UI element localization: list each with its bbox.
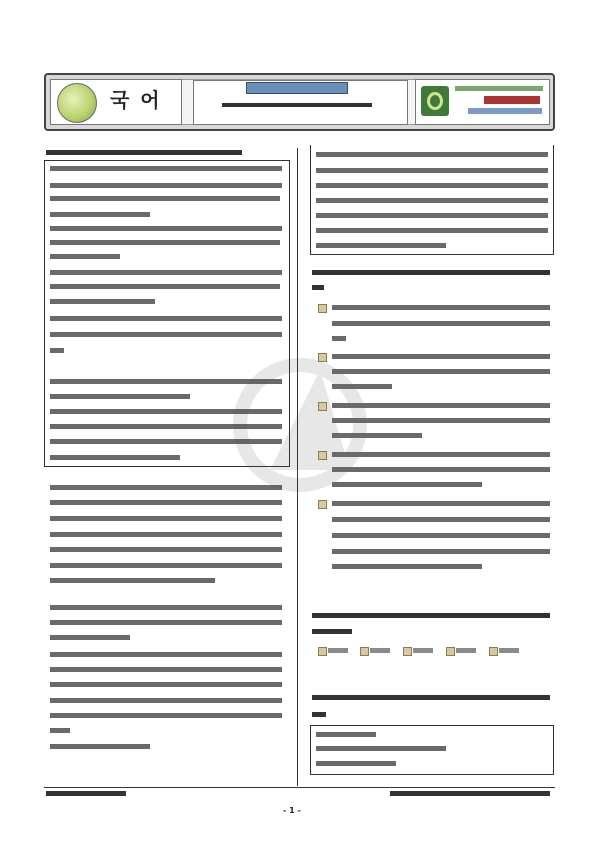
passage-line xyxy=(50,254,120,259)
passage-line xyxy=(50,196,280,201)
question-stem-line xyxy=(312,629,352,634)
choice-line xyxy=(332,433,422,438)
passage-line xyxy=(50,226,282,231)
choice-number-icon xyxy=(318,353,327,362)
school-emblem-icon xyxy=(57,83,97,123)
body-line xyxy=(50,620,282,625)
body-line xyxy=(50,667,282,672)
passage-line xyxy=(316,228,548,233)
choice-number-icon xyxy=(489,647,498,656)
footer-left-text xyxy=(46,791,126,796)
footer-right-text xyxy=(390,791,550,796)
body-line xyxy=(50,635,130,640)
publisher-logo-icon xyxy=(421,86,449,116)
question-stem-line xyxy=(312,285,324,290)
passage-line xyxy=(50,299,155,304)
choice-line xyxy=(332,452,550,457)
subject-title: 국 어 xyxy=(110,88,162,112)
choice-line xyxy=(332,533,550,538)
publisher-logo-line xyxy=(468,108,542,114)
body-line xyxy=(50,713,282,718)
body-line xyxy=(50,652,282,657)
passage-line xyxy=(50,240,280,245)
choice-number-icon xyxy=(446,647,455,656)
choice-number-icon xyxy=(318,451,327,460)
choice-number-icon xyxy=(318,647,327,656)
question-stem-line xyxy=(312,270,550,275)
choice-number-icon xyxy=(318,304,327,313)
choice-line xyxy=(332,549,550,554)
passage-line xyxy=(50,183,282,188)
choice-line xyxy=(370,648,390,653)
choice-line xyxy=(332,384,392,389)
choice-line xyxy=(332,336,346,341)
passage-line xyxy=(50,316,282,321)
question-stem-line xyxy=(312,695,550,700)
body-line xyxy=(50,563,282,568)
body-line xyxy=(50,500,282,505)
passage-line xyxy=(50,348,64,353)
choice-line xyxy=(413,648,433,653)
body-line xyxy=(50,728,70,733)
passage-line xyxy=(316,168,548,173)
body-line xyxy=(50,698,282,703)
publisher-logo-line xyxy=(484,96,540,104)
choice-line xyxy=(332,321,550,326)
choice-number-icon xyxy=(360,647,369,656)
choice-line xyxy=(332,517,550,522)
choice-line xyxy=(332,305,550,310)
page-number: - 1 - xyxy=(283,806,301,815)
passage-line xyxy=(316,198,548,203)
question-stem-line xyxy=(312,712,326,717)
choice-number-icon xyxy=(403,647,412,656)
passage-line xyxy=(316,243,446,248)
body-line xyxy=(50,744,150,749)
choice-line xyxy=(332,482,482,487)
body-line xyxy=(50,578,215,583)
choice-line xyxy=(499,648,519,653)
choice-line xyxy=(332,418,550,423)
footer-rule xyxy=(44,787,555,788)
reference-line xyxy=(316,746,446,751)
passage-line xyxy=(50,394,190,399)
reference-line xyxy=(316,761,396,766)
choice-number-icon xyxy=(318,402,327,411)
choice-number-icon xyxy=(318,500,327,509)
question-stem-line xyxy=(312,613,550,618)
choice-line xyxy=(332,369,550,374)
body-line xyxy=(50,532,282,537)
body-line xyxy=(50,516,282,521)
choice-line xyxy=(332,564,482,569)
passage-line xyxy=(50,284,280,289)
passage-line xyxy=(316,213,548,218)
body-line xyxy=(50,605,282,610)
passage-line xyxy=(50,212,150,217)
choice-line xyxy=(332,467,550,472)
passage-line xyxy=(316,183,548,188)
exam-info-text-line xyxy=(222,103,372,107)
passage-line xyxy=(50,270,282,275)
choice-line xyxy=(332,501,550,506)
passage-line xyxy=(50,455,180,460)
reference-line xyxy=(316,732,376,737)
question-stem-line xyxy=(46,150,242,155)
exam-info-tag xyxy=(246,82,348,94)
passage-line xyxy=(50,332,282,337)
publisher-logo-line xyxy=(455,86,543,91)
body-line xyxy=(50,682,282,687)
choice-line xyxy=(332,354,550,359)
body-line xyxy=(50,547,282,552)
passage-line xyxy=(50,166,282,171)
passage-line xyxy=(316,152,548,157)
choice-line xyxy=(328,648,348,653)
choice-line xyxy=(332,403,550,408)
choice-line xyxy=(456,648,476,653)
